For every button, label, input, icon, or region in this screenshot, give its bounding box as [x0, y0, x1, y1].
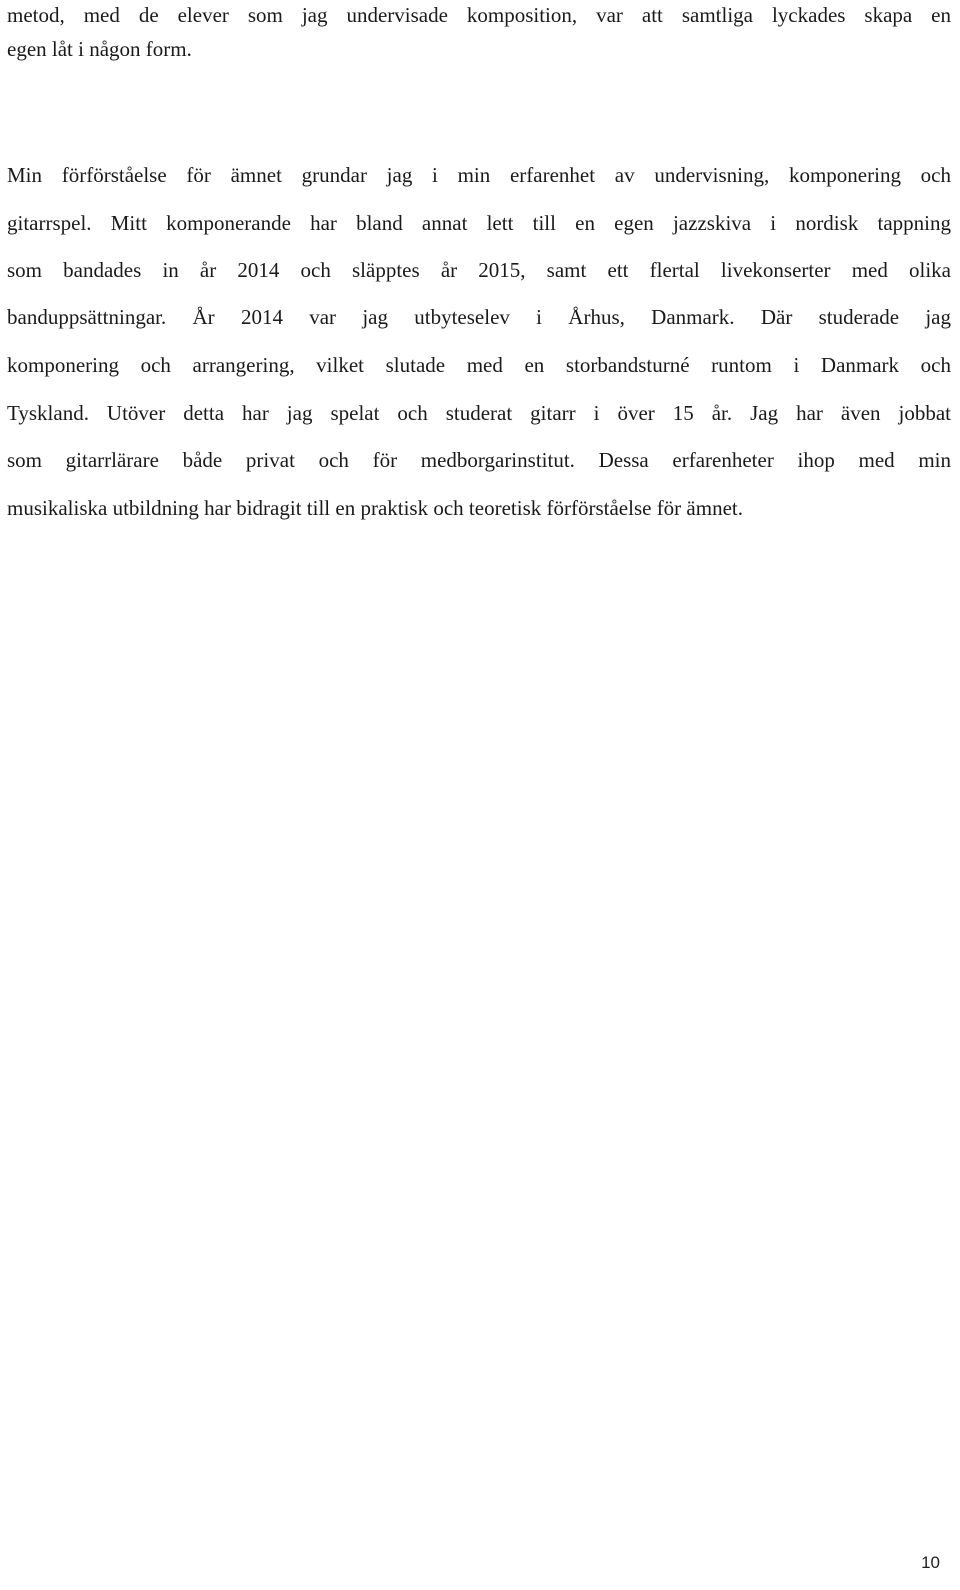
page-number: 10	[921, 1553, 940, 1572]
paragraph-line: musikaliska utbildning har bidragit till en praktisk och teoretisk förförståelse för ämnet.	[7, 496, 743, 520]
paragraph-line: som bandades in år 2014 och släpptes år 2015, samt ett flertal livekonserter med olika	[7, 258, 951, 282]
paragraph-line: gitarrspel. Mitt komponerande har bland annat lett till en egen jazzskiva i nordisk tappning	[7, 211, 951, 235]
paragraph-line: komponering och arrangering, vilket slutade med en storbandsturné runtom i Danmark och	[7, 353, 951, 377]
paragraph-line: metod, med de elever som jag undervisade komposition, var att samtliga lyckades skapa en	[7, 3, 951, 27]
paragraph-line: banduppsättningar. År 2014 var jag utbyteselev i Århus, Danmark. Där studerade jag	[7, 305, 951, 329]
paragraph-line: egen låt i någon form.	[7, 37, 192, 61]
paragraph-line: som gitarrlärare både privat och för medborgarinstitut. Dessa erfarenheter ihop med min	[7, 448, 951, 472]
paragraph-line: Min förförståelse för ämnet grundar jag i min erfarenhet av undervisning, komponering och	[7, 163, 951, 187]
paragraph-line: Tyskland. Utöver detta har jag spelat och studerat gitarr i över 15 år. Jag har även jobbat	[7, 401, 951, 425]
